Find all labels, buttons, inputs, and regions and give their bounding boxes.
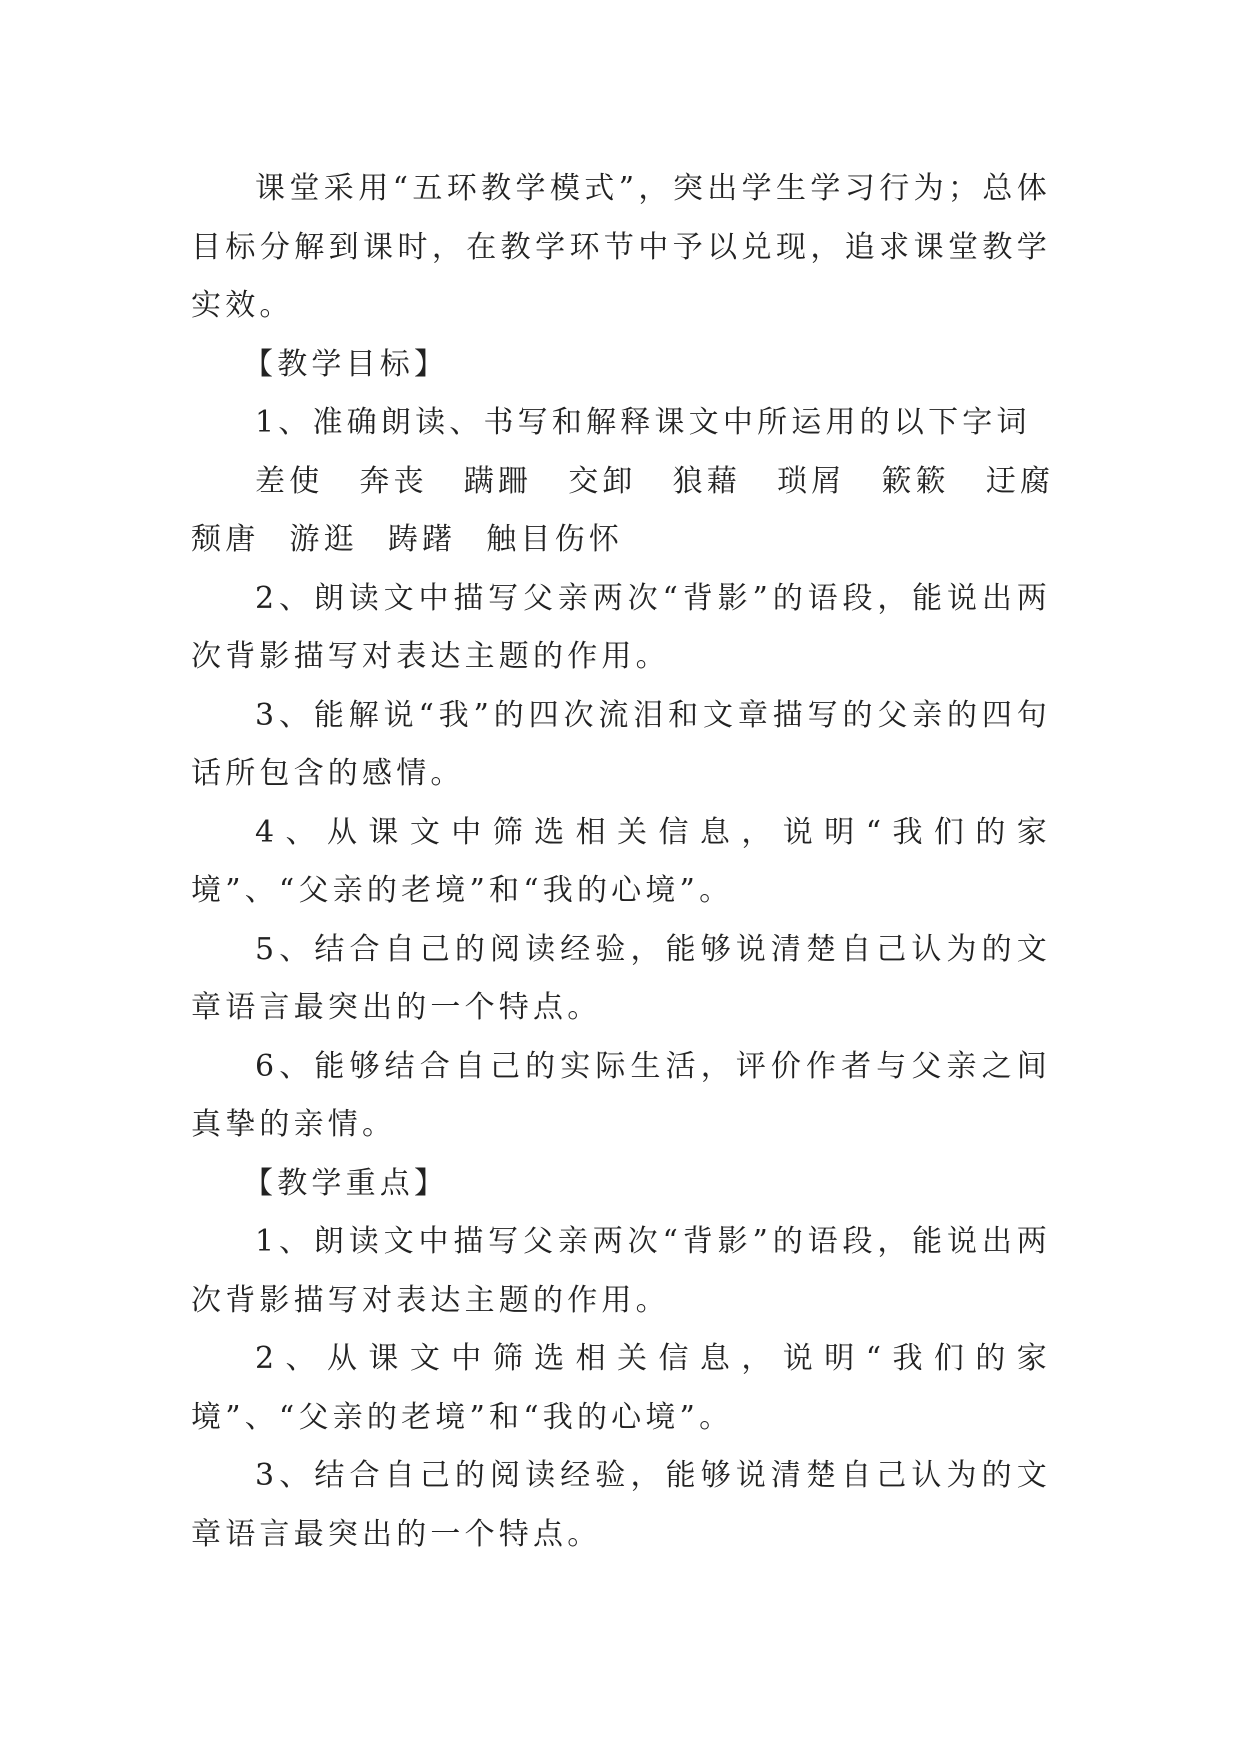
vocab-word: 游逛 [289, 522, 358, 557]
key-point-item-1: 1、朗读文中描写父亲两次“背影”的语段，能说出两次背影描写对表达主题的作用。 [191, 1224, 1051, 1318]
vocab-word: 狼藉 [672, 463, 742, 499]
key-point-item-2: 2、从课文中筛选相关信息，说明“我们的家境”、“父亲的老境”和“我的心境”。 [191, 1341, 1051, 1435]
vocab-word: 迂腐 [985, 463, 1055, 499]
objective-item-4: 4、从课文中筛选相关信息，说明“我们的家境”、“父亲的老境”和“我的心境”。 [191, 814, 1051, 908]
objective-item-3: 3、能解说“我”的四次流泪和文章描写的父亲的四句话所包含的感情。 [191, 697, 1051, 791]
key-points-heading: 【教学重点】 [243, 1165, 449, 1201]
vocab-list-line-1 [191, 453, 1055, 512]
vocab-word: 蹒跚 [463, 463, 533, 499]
vocab-list-line-2 [191, 511, 1051, 570]
vocab-word: 簌簌 [881, 463, 950, 499]
intro-paragraph: 课堂采用“五环教学模式”，突出学生学习行为；总体目标分解到课时，在教学环节中予以兑现，追求课堂教学实效。 [191, 171, 1051, 323]
vocab-word: 颓唐 [191, 522, 260, 557]
objective-item-1: 1、准确朗读、书写和解释课文中所运用的以下字词 [255, 405, 1031, 440]
vocab-word: 踌躇 [387, 522, 457, 557]
document-page [191, 160, 1055, 1564]
key-point-item-3: 3、结合自己的阅读经验，能够说清楚自己认为的文章语言最突出的一个特点。 [191, 1458, 1051, 1552]
vocab-word: 交卸 [568, 463, 637, 499]
vocab-word: 触目伤怀 [486, 522, 624, 557]
objectives-heading: 【教学目标】 [243, 346, 449, 382]
vocab-word: 奔丧 [359, 463, 428, 499]
objective-item-6: 6、能够结合自己的实际生活，评价作者与父亲之间真挚的亲情。 [191, 1048, 1051, 1142]
objective-item-5: 5、结合自己的阅读经验，能够说清楚自己认为的文章语言最突出的一个特点。 [191, 931, 1051, 1025]
vocab-word: 差使 [255, 463, 324, 499]
vocab-word: 琐屑 [777, 463, 846, 499]
objective-item-2: 2、朗读文中描写父亲两次“背影”的语段，能说出两次背影描写对表达主题的作用。 [191, 580, 1051, 674]
